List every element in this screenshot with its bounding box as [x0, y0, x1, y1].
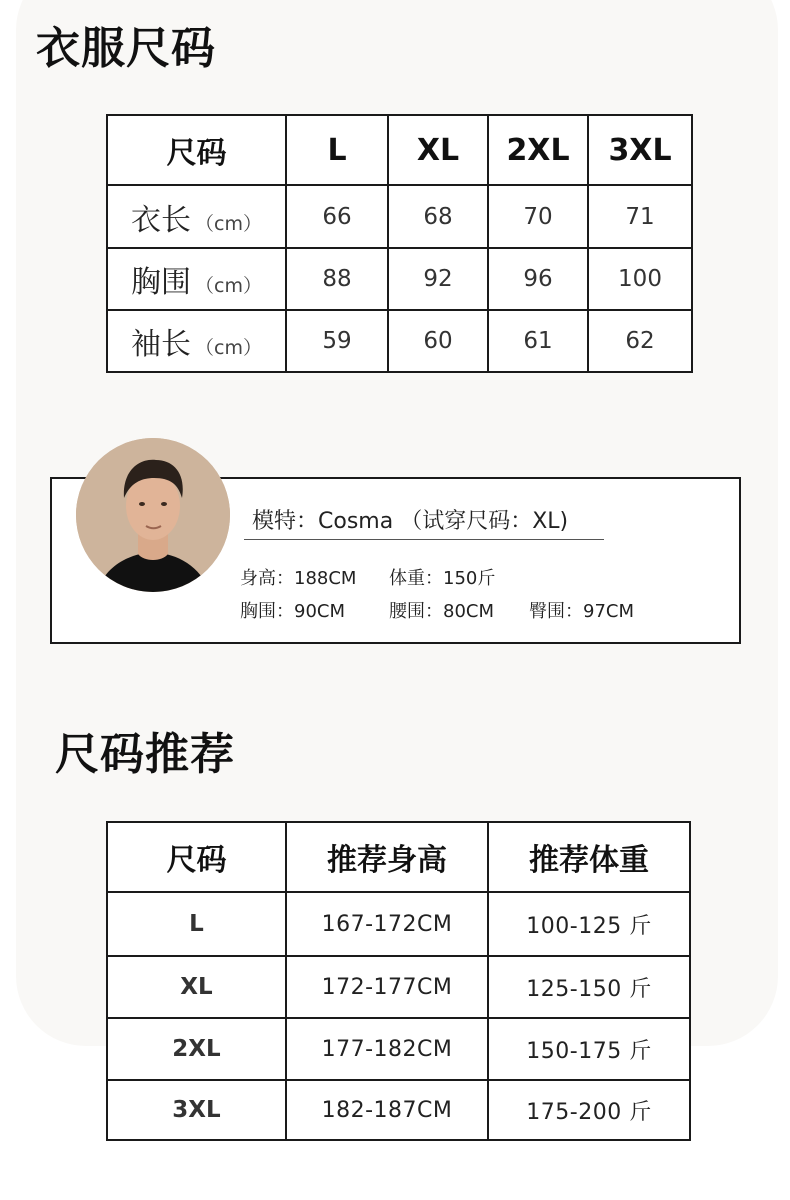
value-cell: 96 [488, 248, 588, 310]
table-row [107, 310, 692, 372]
unit-label: （cm） [195, 212, 262, 235]
size-recommend-table [106, 821, 691, 1141]
header-weight: 推荐体重 [488, 822, 690, 892]
value-cell: 66 [286, 185, 388, 248]
row-label-cell [107, 185, 286, 248]
height-range-cell: 182-187CM [286, 1080, 488, 1140]
size-chart-header-row [107, 115, 692, 185]
value-cell: 59 [286, 310, 388, 372]
row-label-cell [107, 248, 286, 310]
model-chest: 胸围：90CM [240, 601, 346, 622]
height-range-cell: 167-172CM [286, 892, 488, 956]
unit-label: （cm） [195, 275, 262, 297]
size-cell: 3XL [107, 1080, 286, 1140]
unit-label: （cm） [195, 337, 262, 359]
table-row [107, 892, 690, 956]
size-chart-title: 衣服尺码 [36, 23, 216, 74]
row-label: 胸围 [131, 265, 192, 300]
size-cell: L [107, 892, 286, 956]
model-avatar [76, 438, 230, 592]
header-height: 推荐身高 [286, 822, 488, 892]
value-cell: 71 [588, 185, 692, 248]
value-cell: 60 [388, 310, 488, 372]
value-cell: 68 [388, 185, 488, 248]
height-range-cell: 177-182CM [286, 1018, 488, 1080]
value-cell: 100 [588, 248, 692, 310]
size-chart-table [106, 114, 693, 373]
header-size: 尺码 [107, 822, 286, 892]
value-cell: 61 [488, 310, 588, 372]
row-label: 衣长 [131, 202, 192, 238]
size-cell: 2XL [107, 1018, 286, 1080]
weight-range-cell: 125-150 斤 [488, 956, 690, 1018]
table-row [107, 956, 690, 1018]
model-title: 模特：Cosma （试穿尺码：XL) [244, 504, 604, 540]
weight-range-cell: 175-200 斤 [488, 1080, 690, 1140]
header-2xl: 2XL [488, 115, 588, 185]
model-height: 身高：188CM [240, 568, 357, 589]
header-3xl: 3XL [588, 115, 692, 185]
table-row [107, 1018, 690, 1080]
header-size: 尺码 [107, 115, 286, 185]
model-weight: 体重：150斤 [389, 568, 496, 589]
recommend-title: 尺码推荐 [55, 729, 235, 780]
model-hip: 臀围：97CM [529, 601, 635, 622]
weight-range-cell: 150-175 斤 [488, 1018, 690, 1080]
value-cell: 62 [588, 310, 692, 372]
table-row [107, 185, 692, 248]
value-cell: 70 [488, 185, 588, 248]
table-row [107, 248, 692, 310]
size-cell: XL [107, 956, 286, 1018]
header-xl: XL [388, 115, 488, 185]
table-row [107, 1080, 690, 1140]
row-label: 袖长 [131, 327, 192, 362]
row-label-cell [107, 310, 286, 372]
recommend-header-row [107, 822, 690, 892]
model-portrait-icon [76, 438, 230, 592]
height-range-cell: 172-177CM [286, 956, 488, 1018]
value-cell: 88 [286, 248, 388, 310]
weight-range-cell: 100-125 斤 [488, 892, 690, 956]
value-cell: 92 [388, 248, 488, 310]
model-waist: 腰围：80CM [389, 601, 495, 622]
header-l: L [286, 115, 388, 185]
